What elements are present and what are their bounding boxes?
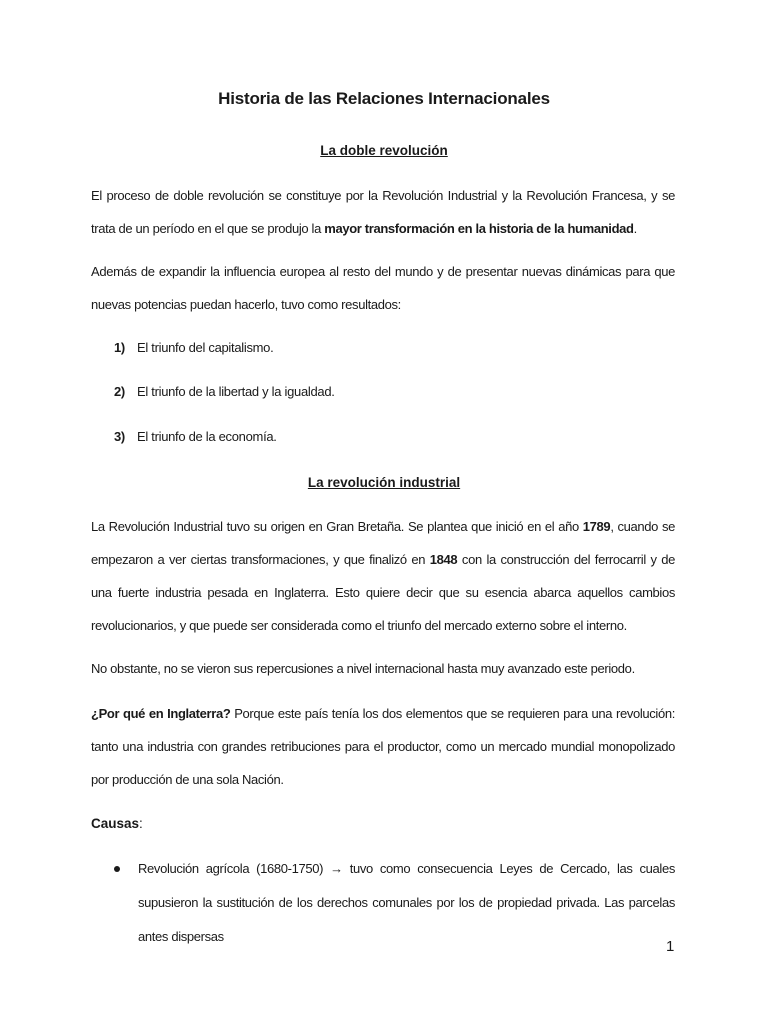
page-number: 1 — [666, 938, 675, 955]
section-heading-doble-revolucion: La doble revolución — [320, 143, 448, 158]
list-number: 2) — [114, 384, 125, 399]
bullet-icon — [114, 866, 120, 872]
section-heading-revolucion-industrial: La revolución industrial — [307, 475, 461, 490]
list-item — [114, 340, 273, 355]
bullet-item: Revolución agrícola (1680-1750) → tuvo como consecuencia Leyes de Cercado, las cuales supusieron la sustitución de los derechos comunales por los de propiedad privada. Las parcelas antes dispersas — [138, 861, 675, 944]
list-item-text: El triunfo del capitalismo. — [137, 340, 274, 355]
paragraph-bold-text: mayor transformación en la historia de la humanidad — [324, 221, 634, 236]
paragraph-text: , cuando se empezaron a ver ciertas transformaciones, y que finalizó en — [91, 519, 675, 567]
list-item-text: El triunfo de la libertad y la igualdad. — [137, 384, 335, 399]
paragraph-resultados: Además de expandir la influencia europea al resto del mundo y de presentar nuevas dinámicas para que nuevas potencias puedan hacerlo, tuvo como resultados: — [91, 264, 675, 312]
paragraph-doble-revolucion — [91, 179, 675, 245]
list-number: 3) — [114, 429, 125, 444]
paragraph-text: Porque este país tenía los dos elementos que se requieren para una revolución: tanto una industria con grandes retribuciones para el productor, como un mercado mundial monopolizado por producción de una sola Nación. — [91, 706, 675, 787]
question-text: ¿Por qué en Inglaterra? — [91, 706, 231, 721]
paragraph-por-que-inglaterra — [91, 697, 675, 796]
paragraph-no-obstante: No obstante, no se vieron sus repercusiones a nivel internacional hasta muy avanzado este periodo. — [91, 661, 635, 676]
year-1848: 1848 — [429, 552, 458, 567]
paragraph-text: con la construcción del ferrocarril y de una fuerte industria pesada en Inglaterra. Esto quiere decir que su esencia abarca aquellos cambios revolucionarios, y que puede ser considerada como el triunfo del mercado externo sobre el interno. — [91, 552, 676, 633]
paragraph-text: La Revolución Industrial tuvo su origen en Gran Bretaña. Se plantea que inició en el año — [91, 519, 583, 534]
list-item — [114, 429, 277, 444]
paragraph-text: . — [633, 221, 637, 236]
causes-label: Causas: — [91, 816, 143, 831]
paragraph-text: El proceso de doble revolución se constituye por la Revolución Industrial y la Revolución Francesa, y se trata de un período en el que se produjo la — [91, 188, 675, 236]
paragraph-origen — [91, 510, 675, 642]
document-title: Historia de las Relaciones Internacionales — [218, 89, 550, 108]
list-number: 1) — [114, 340, 125, 355]
list-item-text: El triunfo de la economía. — [137, 429, 277, 444]
list-item — [114, 384, 335, 399]
year-1789: 1789 — [582, 519, 611, 534]
